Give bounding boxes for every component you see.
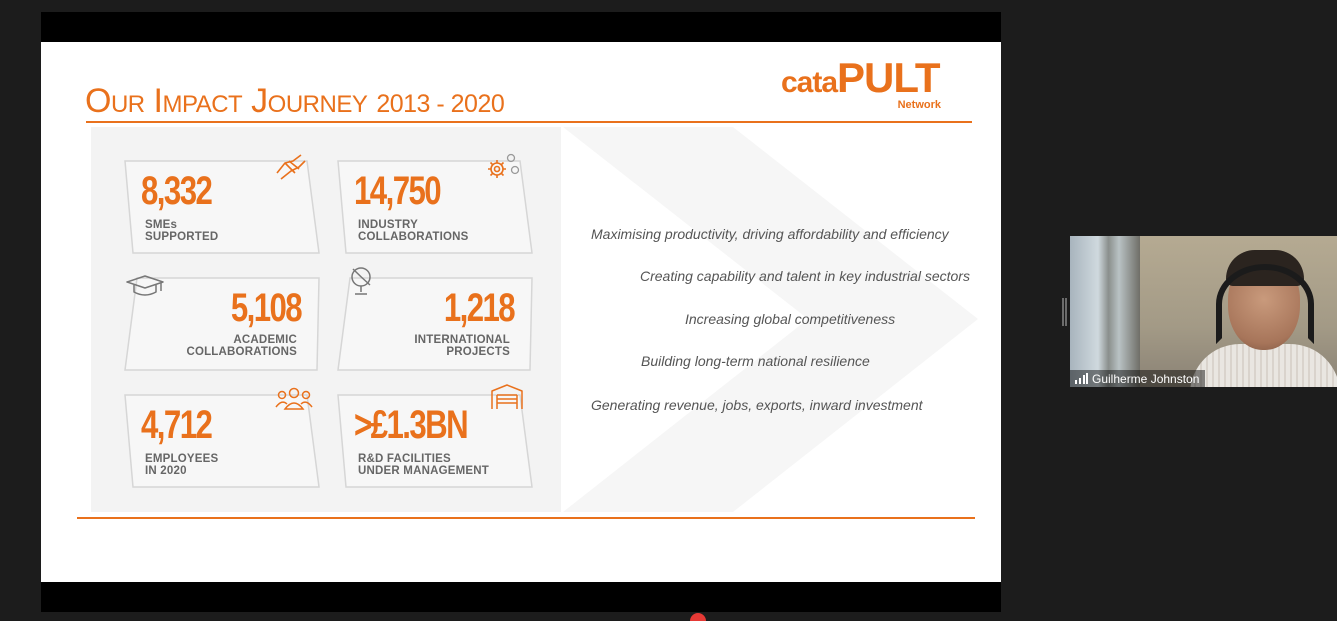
stat-label: EMPLOYEES IN 2020 [145, 453, 219, 477]
stat-value: >£1.3BN [354, 403, 468, 447]
stat-value: 14,750 [354, 169, 441, 213]
graduation-cap-icon [125, 274, 165, 300]
catapult-logo [781, 54, 953, 113]
title-divider [86, 121, 972, 123]
logo-word-big: PULT [837, 54, 940, 101]
stat-value: 8,332 [141, 169, 212, 213]
globe-icon [348, 264, 376, 298]
screen-share-area [41, 12, 1001, 612]
stat-card-academic [121, 274, 321, 374]
stat-label: INTERNATIONAL PROJECTS [414, 334, 510, 358]
warehouse-icon [490, 383, 524, 411]
goal-item: Maximising productivity, driving affordability and efficiency [591, 226, 949, 242]
logo-subtitle: Network [897, 99, 941, 111]
slide-title-main: Our Impact Journey [85, 82, 368, 120]
stat-label: ACADEMIC COLLABORATIONS [186, 334, 297, 358]
stat-label: SMEs SUPPORTED [145, 219, 219, 243]
stat-card-international [334, 274, 534, 374]
participant-name-bar [1070, 370, 1205, 387]
handshake-icon [273, 151, 309, 185]
gears-icon [484, 149, 524, 183]
drag-handle[interactable] [1062, 298, 1068, 326]
stat-label: R&D FACILITIES UNDER MANAGEMENT [358, 453, 489, 477]
goal-item: Creating capability and talent in key industrial sectors [640, 268, 970, 284]
recording-indicator [690, 613, 706, 621]
stat-card-facilities [334, 391, 534, 491]
participant-name: Guilherme Johnston [1092, 371, 1200, 386]
stat-card-industry [334, 157, 534, 257]
stat-value: 5,108 [230, 286, 301, 330]
participant-headset [1216, 264, 1314, 344]
goal-item: Increasing global competitiveness [685, 311, 896, 327]
stat-label: INDUSTRY COLLABORATIONS [358, 219, 469, 243]
stat-card-smes [121, 157, 321, 257]
bottom-divider [77, 517, 975, 519]
signal-bars-icon [1074, 373, 1088, 384]
video-window-bg [1070, 236, 1140, 387]
goal-item: Generating revenue, jobs, exports, inward investment [591, 397, 923, 413]
stat-value: 1,218 [443, 286, 514, 330]
slide-title [85, 82, 504, 121]
presentation-slide [41, 42, 1001, 582]
stat-value: 4,712 [141, 403, 212, 447]
slide-title-years: 2013 - 2020 [376, 90, 505, 118]
stats-panel [91, 127, 561, 512]
logo-word-small: cata [781, 66, 838, 99]
participant-video-tile[interactable] [1070, 236, 1337, 387]
goal-item: Building long-term national resilience [641, 353, 870, 369]
people-icon [275, 385, 313, 413]
stat-card-employees [121, 391, 321, 491]
